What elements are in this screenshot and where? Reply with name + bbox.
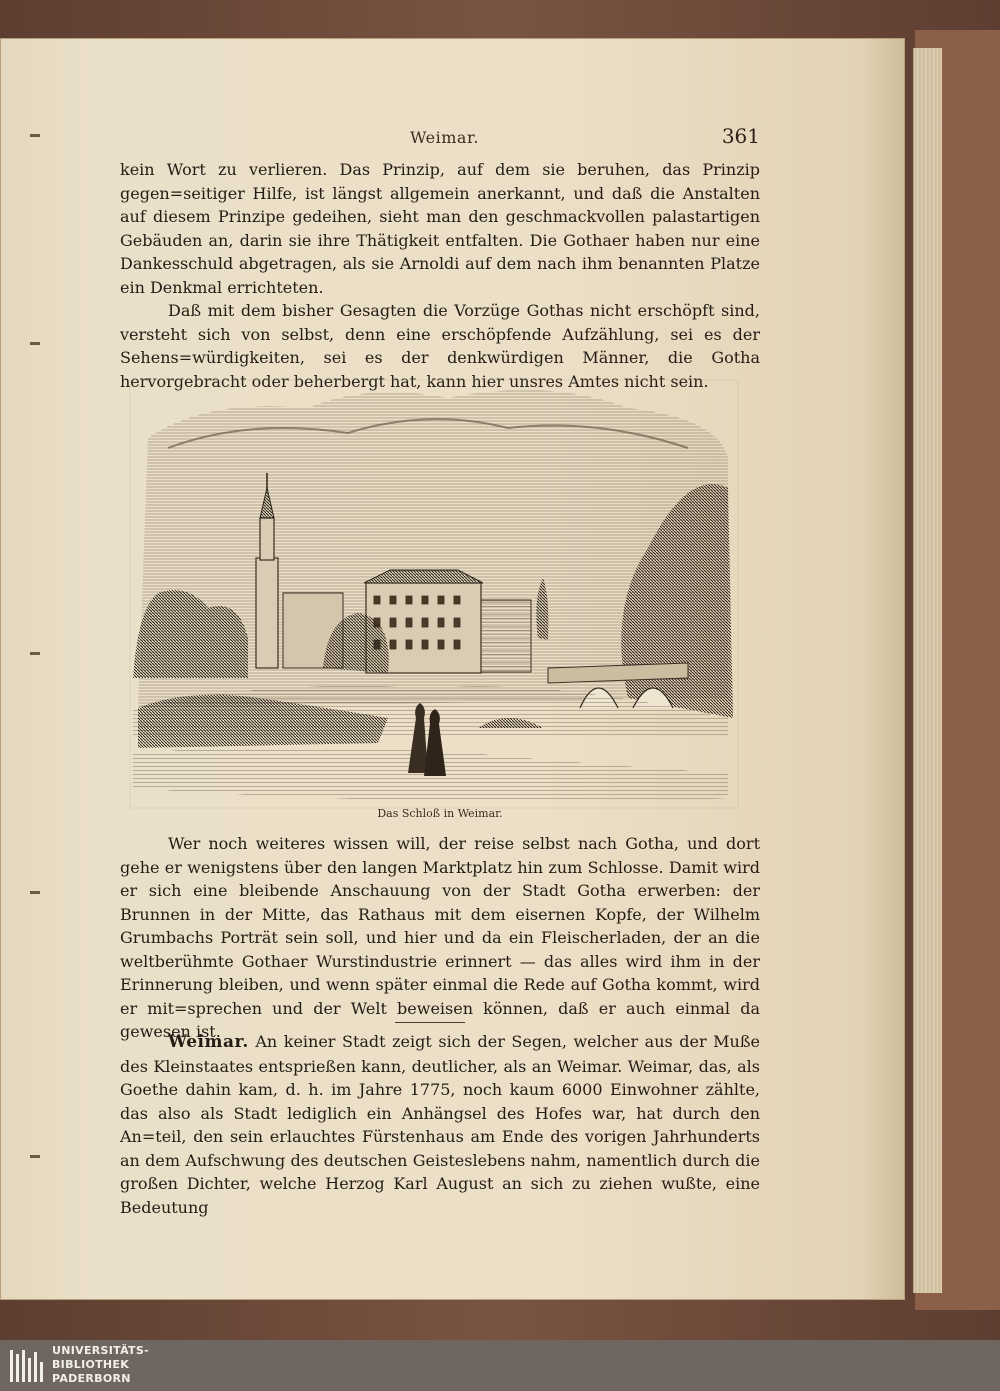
library-name-line: BIBLIOTHEK	[52, 1358, 130, 1371]
page-number: 361	[721, 124, 760, 148]
library-footer	[0, 1340, 1000, 1391]
binding-thread	[30, 342, 40, 345]
paragraph: Wer noch weiteres wissen will, der reise selbst nach Gotha, und dort gehe er wenigstens über den langen Marktplatz hin zum Schlosse. Damit wird er sich eine bleibende Anschauung von der Stadt Gotha erwerben: der Brunnen in der Mitte, das Rathaus mit dem eisernen Kopfe, der Wilhelm Grumbachs Porträt sein soll, und hier und da ein Fleischerladen, der an die weltberühmte Gothaer Wurstindustrie erinnert — das alles wird ihm in der Erinnerung bleiben, und wenn später einmal die Rede auf Gotha kommt, wird er mit=sprechen und der Welt beweisen können, daß er auch einmal da gewesen ist.	[120, 834, 760, 1041]
paragraph: kein Wort zu verlieren. Das Prinzip, auf dem sie beruhen, das Prinzip gegen=seitiger Hilfe, ist längst allgemein anerkannt, und daß die Anstalten auf diesem Prinzipe gedeihen, sieht man den geschmackvollen palastartigen Gebäuden an, darin sie ihre Thätigkeit entfalten. Die Gothaer haben nur eine Dankesschuld abgetragen, als sie Arnoldi auf dem nach ihm benannten Platze ein Denkmal errichteten.	[120, 160, 760, 297]
section-weimar	[120, 1030, 760, 1219]
section-divider	[395, 1022, 465, 1023]
binding-thread	[30, 1155, 40, 1158]
section-heading: Weimar.	[168, 1032, 249, 1052]
middle-text	[120, 832, 760, 1044]
page-stack-edge	[913, 48, 942, 1293]
running-head: Weimar.	[410, 128, 479, 147]
binding-thread	[30, 134, 40, 137]
illustration-caption: Das Schloß in Weimar.	[377, 807, 503, 820]
paragraph: Daß mit dem bisher Gesagten die Vorzüge Gothas nicht erschöpft sind, versteht sich von selbst, denn eine erschöpfende Aufzählung, sei es der Sehens=würdigkeiten, sei es der denkwürdigen Männer, die Gotha hervorgebracht oder beherbergt hat, kann hier unsres Amtes nicht sein.	[120, 301, 760, 391]
binding-thread	[30, 652, 40, 655]
library-name-line: UNIVERSITÄTS-	[52, 1344, 149, 1357]
binding-thread	[30, 891, 40, 894]
section-text: An keiner Stadt zeigt sich der Segen, welcher aus der Muße des Kleinstaates entsprießen kann, deutlicher, als an Weimar. Weimar, das, als Goethe dahin kam, d. h. im Jahre 1775, noch kaum 6000 Einwohner zählte, das also als Stadt lediglich ein Anhängsel des Hofes war, hat durch den An=teil, den sein erlauchtes Fürstenhaus am Ende des vorigen Jahrhunderts an dem Aufschwung des deutschen Geisteslebens nahm, namentlich durch die großen Dichter, welche Herzog Karl August an sich zu ziehen wußte, eine Bedeutung	[120, 1032, 760, 1217]
library-name-line: PADERBORN	[52, 1372, 131, 1385]
library-name	[52, 1344, 149, 1386]
top-text	[120, 158, 760, 393]
page-header	[120, 124, 760, 154]
engraving-schloss-weimar	[128, 378, 740, 810]
castle-tower	[256, 558, 278, 668]
library-logo-icon	[6, 1346, 46, 1386]
